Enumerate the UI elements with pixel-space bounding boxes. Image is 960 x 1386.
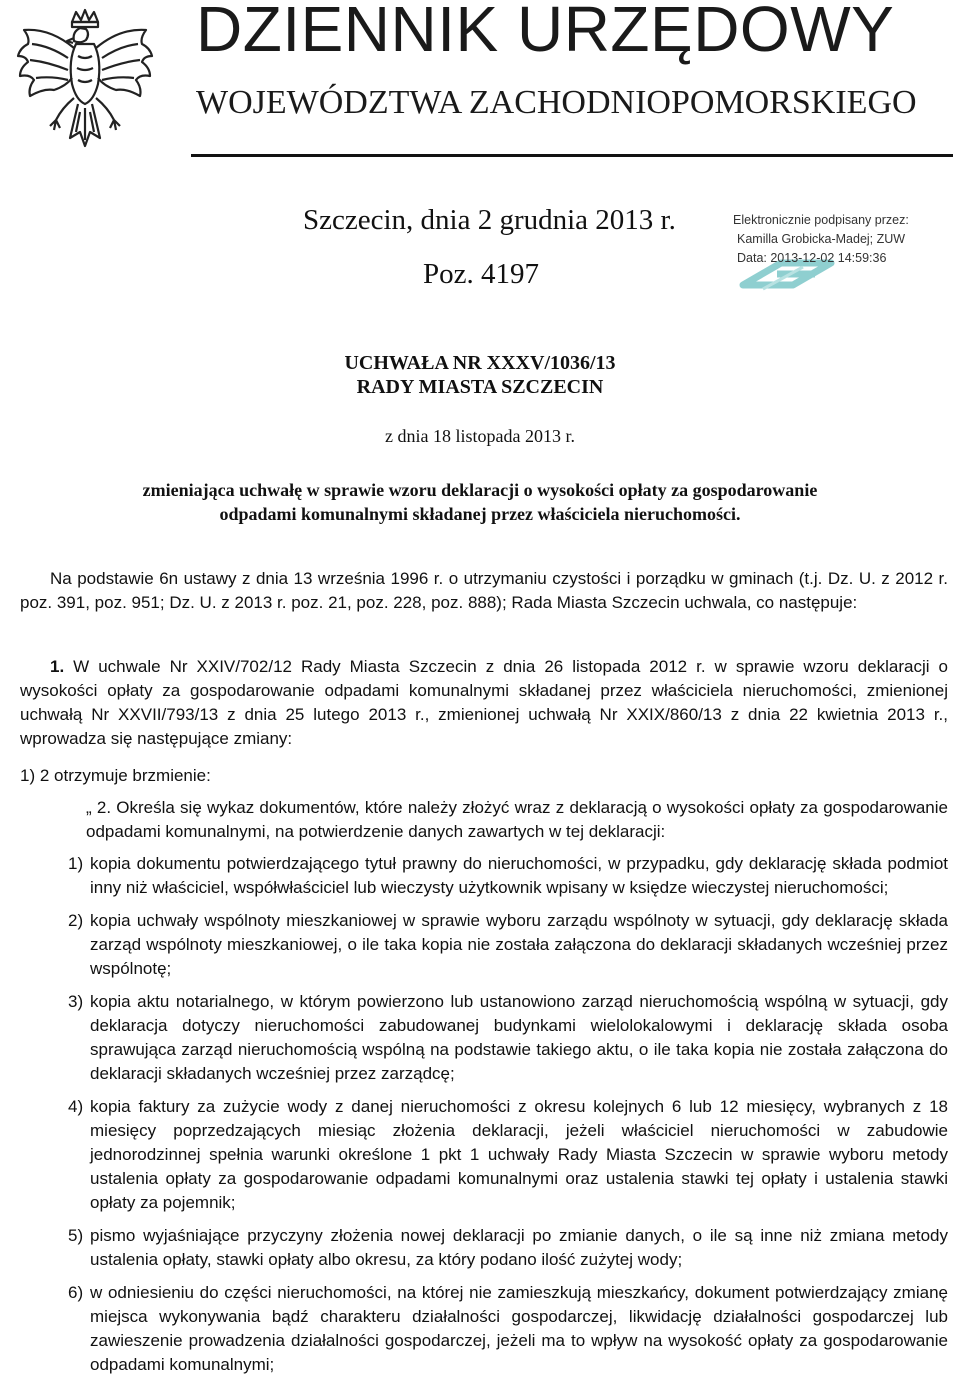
resolution-number: UCHWAŁA NR XXXV/1036/13 — [344, 352, 616, 374]
list-item — [68, 1281, 948, 1377]
position-number: Poz. 4197 — [423, 258, 539, 290]
resolution-date: z dnia 18 listopada 2013 r. — [385, 426, 575, 446]
list-item — [68, 1224, 948, 1272]
list-item-number: 4) — [68, 1097, 84, 1116]
resolution-subject — [0, 478, 960, 526]
list-item-text: kopia dokumentu potwierdzającego tytuł prawny do nieruchomości, w przypadku, gdy deklarację składa podmiot inny niż właściciel, współwłaściciel lub wieczysty użytkownik wpisany w księdze wieczystej nieruchomości; — [90, 854, 948, 897]
electronic-signature-block — [733, 211, 955, 301]
point-1-heading: 1) 2 otrzymuje brzmienie: — [20, 766, 211, 785]
list-item — [68, 909, 948, 981]
list-item-text: w odniesieniu do części nieruchomości, na której nie zamieszkują mieszkańcy, dokument potwierdzający zmianę miejsca wykonywania bądź charakteru działalności gospodarczej, likwidację działalności gospodarczej lub zawieszenie prowadzenia działalności gospodarczej, jeżeli ma to wpływ na wysokość opłaty za gospodarowanie odpadami komunalnymi; — [90, 1283, 948, 1374]
list-item — [68, 990, 948, 1086]
masthead-title: DZIENNIK URZĘDOWY — [196, 0, 895, 65]
masthead-subtitle: WOJEWÓDZTWA ZACHODNIOPOMORSKIEGO — [196, 84, 917, 121]
signature-date: Data: 2013-12-02 14:59:36 — [737, 251, 887, 265]
list-item-number: 5) — [68, 1226, 84, 1245]
list-item-number: 6) — [68, 1283, 84, 1302]
council-name: RADY MIASTA SZCZECIN — [356, 376, 604, 398]
list-item-number: 1) — [68, 854, 84, 873]
list-item-number: 2) — [68, 911, 84, 930]
section-1-number: 1. — [50, 657, 65, 676]
subject-line-1: zmieniająca uchwałę w sprawie wzoru deklaracji o wysokości opłaty za gospodarowanie — [142, 480, 818, 500]
list-item-text: kopia uchwały wspólnoty mieszkaniowej w sprawie wyboru zarządu wspólnoty w sytuacji, gdy deklarację składa zarząd wspólnoty mieszkaniowej, o ile taka kopia nie została załączona do deklaracji składanych wcześniej przez wspólnotę; — [90, 911, 948, 978]
quoted-section-2: „ 2. Określa się wykaz dokumentów, które należy złożyć wraz z deklaracją o wysokości opłaty za gospodarowanie odpadami komunalnymi, na potwierdzenie danych zawartych w tej deklaracji: — [86, 798, 948, 841]
document-list — [68, 852, 948, 1386]
list-item — [68, 1095, 948, 1215]
masthead-divider — [191, 154, 953, 157]
list-item-text: kopia aktu notarialnego, w którym powierzono lub ustanowiono zarząd nieruchomością wspólną w sytuacji, gdy deklaracja dotyczy nieruchomości zabudowanej budynkami wielolokalowymi i deklarację składa osoba sprawująca zarząd nieruchomością wspólną na podstawie takiego aktu, o ile taka kopia nie została załączona do deklaracji składanych wcześniej przez zarządcę; — [90, 992, 948, 1083]
preamble-paragraph: Na podstawie 6n ustawy z dnia 13 września 1996 r. o utrzymaniu czystości i porządku w gminach (t.j. Dz. U. z 2012 r. poz. 391, poz. 951; Dz. U. z 2013 r. poz. 21, poz. 228, poz. 888); Rada Miasta Szczecin uchwala, co następuje: — [20, 569, 948, 612]
list-item — [68, 852, 948, 900]
signature-label: Elektronicznie podpisany przez: — [733, 213, 909, 227]
list-item-text: pismo wyjaśniające przyczyny złożenia nowej deklaracji po zmianie danych, o ile są inne niż zmiana metody ustalenia opłaty, stawki opłaty albo okresu, za który podano ilość zużytej wody; — [90, 1226, 948, 1269]
coat-of-arms-eagle-icon — [10, 8, 160, 156]
section-1-paragraph — [20, 655, 948, 751]
publication-date: Szczecin, dnia 2 grudnia 2013 r. — [303, 204, 676, 236]
list-item-text: kopia faktury za zużycie wody z danej nieruchomości z okresu kolejnych 6 lub 12 miesięcy, wybranych z 18 miesięcy poprzedzających miesiąc złożenia deklaracji, jeżeli właściciel nieruchomości w zabudowie jednorodzinnej spełnia warunki określone 1 pkt 1 uchwały Rady Miasta Szczecin w sprawie wyboru metody ustalenia opłaty za gospodarowanie odpadami komunalnymi oraz ustalenia stawki tej opłaty i ustalenia stawki opłaty za pojemnik; — [90, 1097, 948, 1212]
list-item-number: 3) — [68, 992, 84, 1011]
subject-line-2: odpadami komunalnymi składanej przez właściciela nieruchomości. — [219, 504, 741, 524]
section-1-text: W uchwale Nr XXIV/702/12 Rady Miasta Szczecin z dnia 26 listopada 2012 r. w sprawie wzoru deklaracji o wysokości opłaty za gospodarowanie odpadami komunalnymi składanej przez właściciela nieruchomości, zmienionej uchwałą Nr XXVII/793/13 z dnia 25 lutego 2013 r., zmienionej uchwałą Nr XXIX/860/13 z dnia 22 kwietnia 2013 r., wprowadza się następujące zmiany: — [20, 657, 948, 748]
signature-signer: Kamilla Grobicka-Madej; ZUW — [737, 232, 906, 246]
